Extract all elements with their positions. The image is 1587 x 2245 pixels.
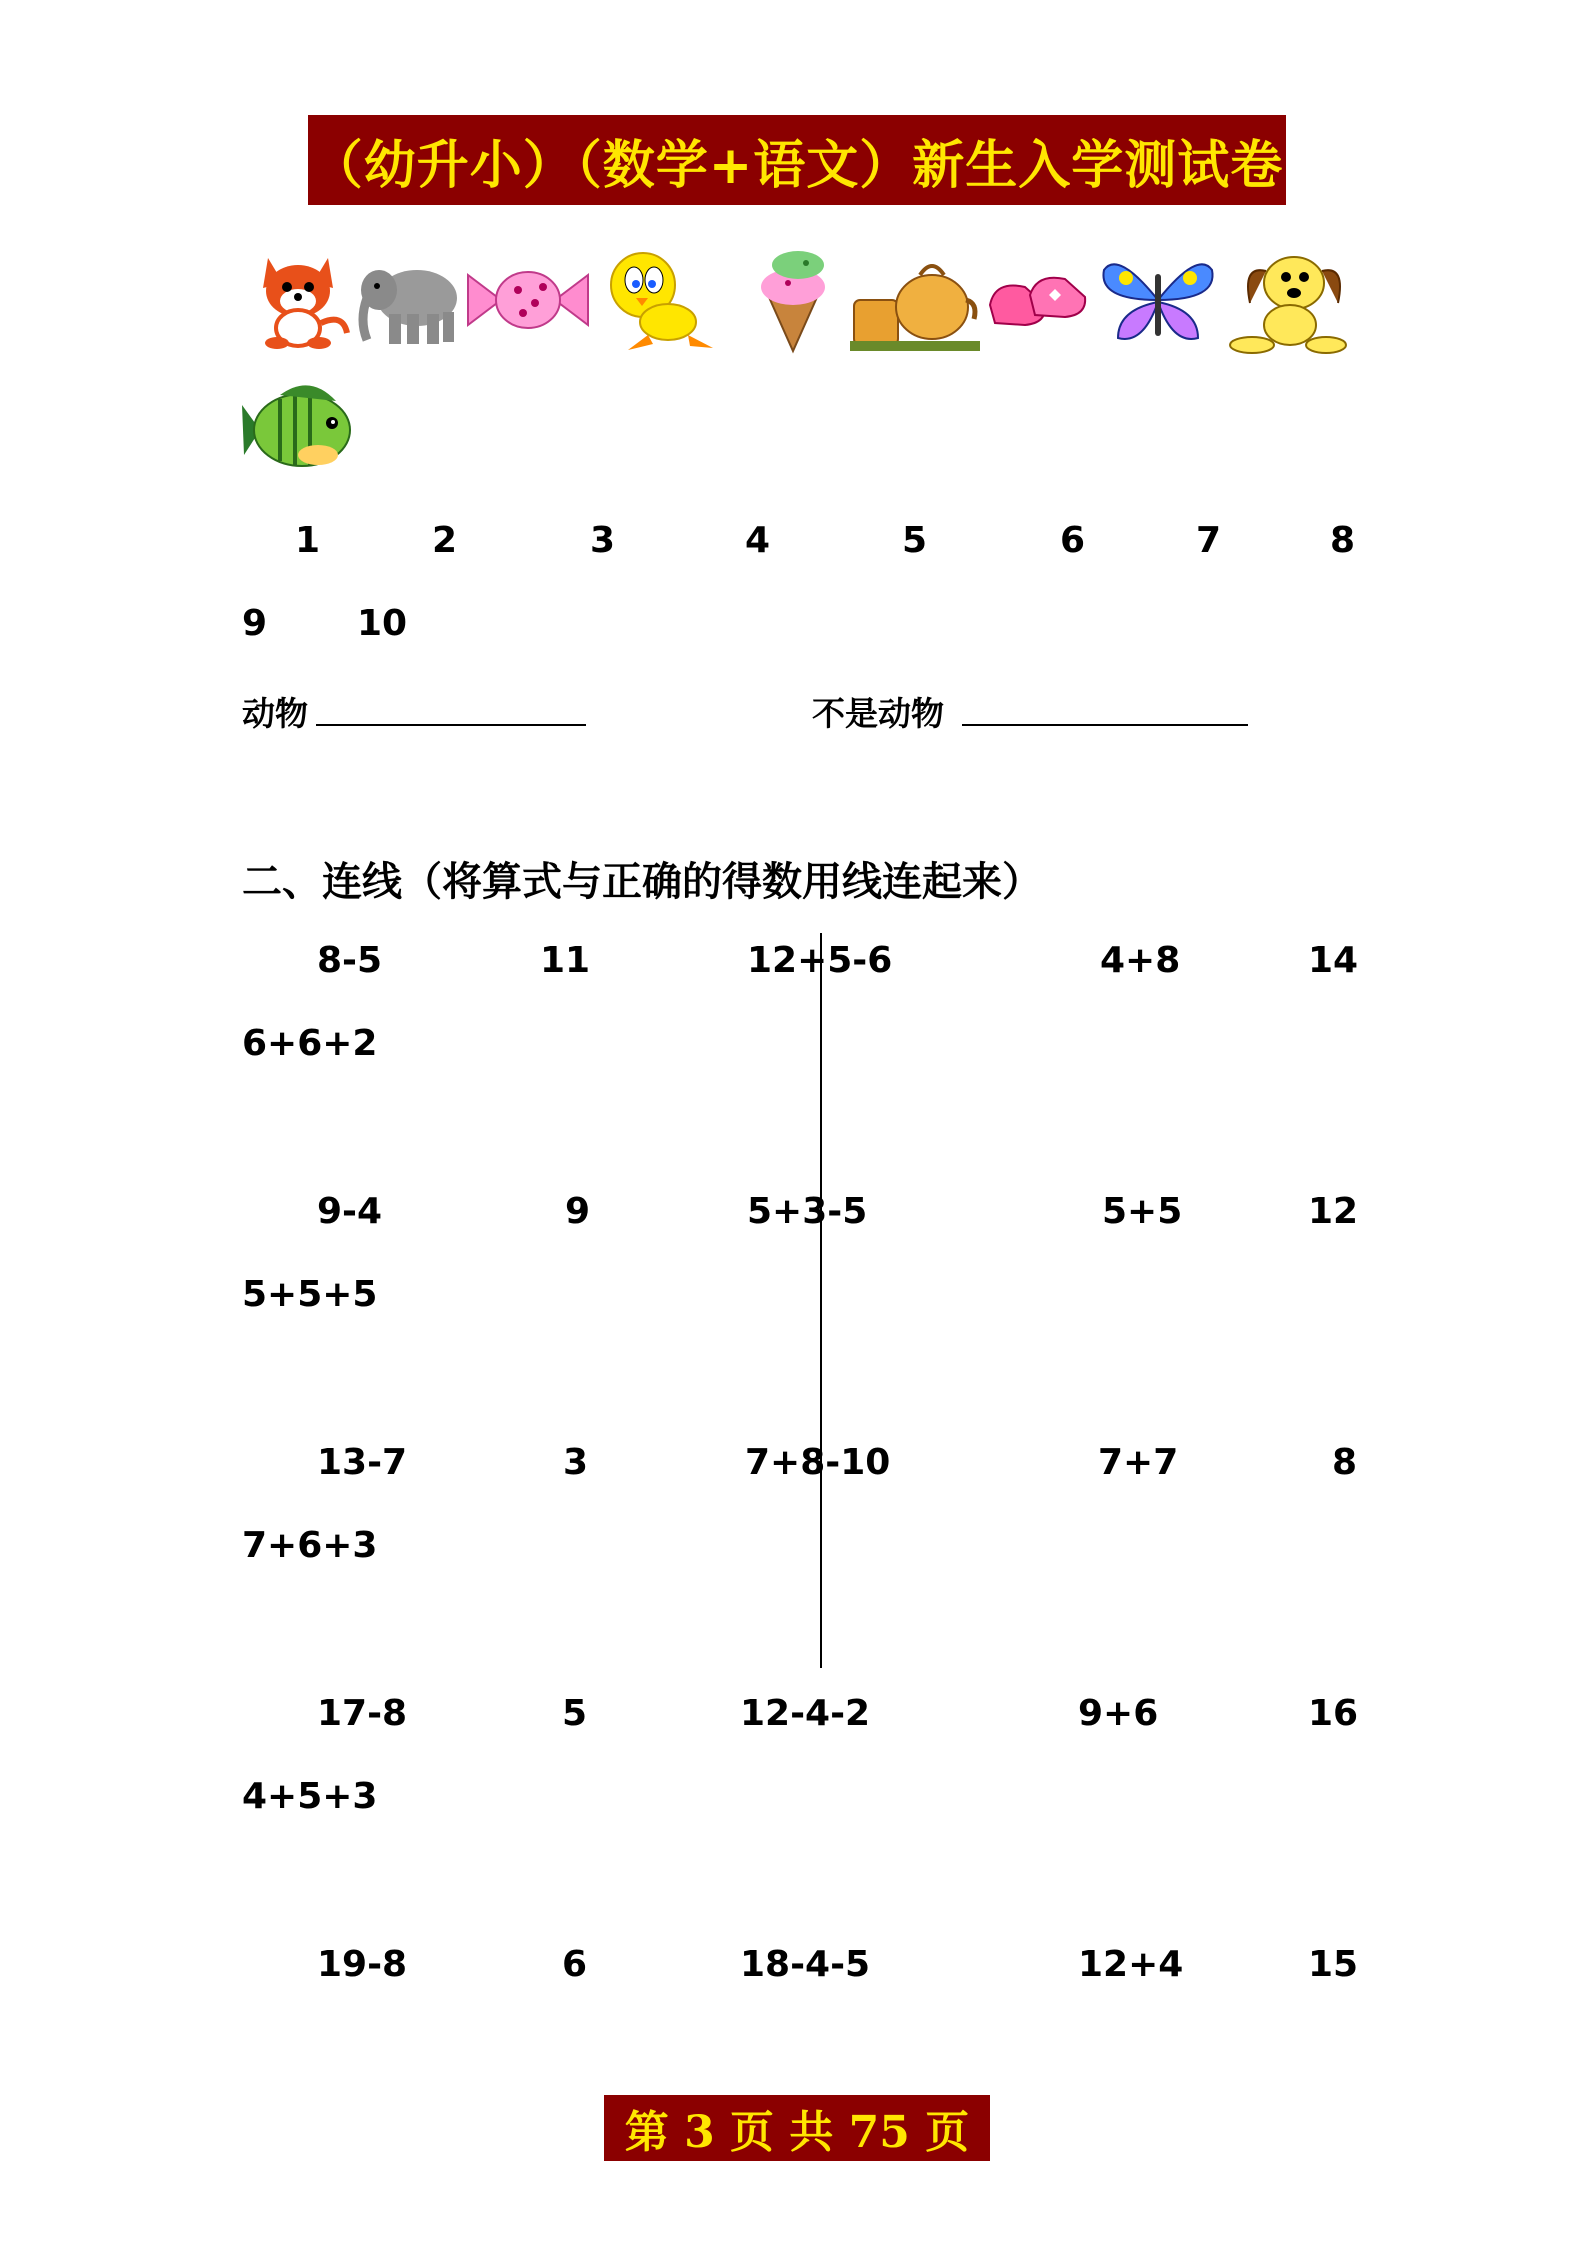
shoes-icon	[985, 265, 1090, 340]
page-number: 第 3 页 共 75 页	[624, 2107, 970, 2158]
ice-cream-icon	[748, 245, 838, 355]
picture-number: 2	[432, 520, 458, 561]
expression[interactable]: 9-4	[317, 1191, 383, 1232]
animal-answer-blank[interactable]	[316, 724, 586, 726]
expression[interactable]: 18-4-5	[740, 1944, 871, 1985]
fish-icon	[240, 375, 360, 485]
butterfly-icon	[1098, 250, 1218, 350]
section-heading: 二、连线（将算式与正确的得数用线连起来）	[242, 859, 1042, 905]
expression[interactable]: 12+5-6	[747, 940, 893, 981]
result-number[interactable]: 3	[563, 1442, 589, 1483]
fox-icon	[243, 243, 353, 353]
expression[interactable]: 19-8	[317, 1944, 408, 1985]
result-number[interactable]: 14	[1308, 940, 1359, 981]
picture-number: 6	[1060, 520, 1086, 561]
result-number[interactable]: 8	[1332, 1442, 1358, 1483]
expression[interactable]: 12+4	[1078, 1944, 1184, 1985]
candy-icon	[463, 255, 593, 345]
result-number[interactable]: 15	[1308, 1944, 1359, 1985]
result-number[interactable]: 5	[562, 1693, 588, 1734]
picture-number: 8	[1330, 520, 1356, 561]
animal-label: 动物	[242, 694, 308, 733]
picture-number: 4	[745, 520, 771, 561]
expression[interactable]: 12-4-2	[740, 1693, 871, 1734]
divider-line	[820, 933, 822, 1668]
expression[interactable]: 7+8-10	[745, 1442, 891, 1483]
result-number[interactable]: 16	[1308, 1693, 1359, 1734]
result-number[interactable]: 6	[562, 1944, 588, 1985]
title-banner	[308, 115, 1286, 205]
page-title: （幼升小）（数学+语文）新生入学测试卷	[310, 135, 1284, 196]
picture-number: 9	[242, 603, 268, 644]
page-footer	[604, 2095, 990, 2161]
expression[interactable]: 4+8	[1100, 940, 1181, 981]
picture-number: 5	[902, 520, 928, 561]
expression[interactable]: 9+6	[1078, 1693, 1159, 1734]
expression[interactable]: 7+6+3	[242, 1525, 378, 1566]
dog-icon	[1222, 245, 1352, 355]
expression[interactable]: 6+6+2	[242, 1023, 378, 1064]
not-animal-label: 不是动物	[812, 694, 944, 733]
expression[interactable]: 8-5	[317, 940, 383, 981]
expression[interactable]: 5+3-5	[747, 1191, 868, 1232]
expression[interactable]: 17-8	[317, 1693, 408, 1734]
picture-number: 10	[357, 603, 408, 644]
expression[interactable]: 13-7	[317, 1442, 408, 1483]
bird-icon	[598, 240, 728, 355]
picture-number: 3	[590, 520, 616, 561]
result-number[interactable]: 12	[1308, 1191, 1359, 1232]
expression[interactable]: 5+5	[1102, 1191, 1183, 1232]
elephant-icon	[355, 250, 465, 350]
not-animal-answer-blank[interactable]	[962, 724, 1248, 726]
expression[interactable]: 5+5+5	[242, 1274, 378, 1315]
expression[interactable]: 7+7	[1098, 1442, 1179, 1483]
expression[interactable]: 4+5+3	[242, 1776, 378, 1817]
result-number[interactable]: 11	[540, 940, 591, 981]
teapot-icon	[850, 245, 980, 355]
picture-number: 1	[295, 520, 321, 561]
result-number[interactable]: 9	[565, 1191, 591, 1232]
picture-number: 7	[1196, 520, 1222, 561]
